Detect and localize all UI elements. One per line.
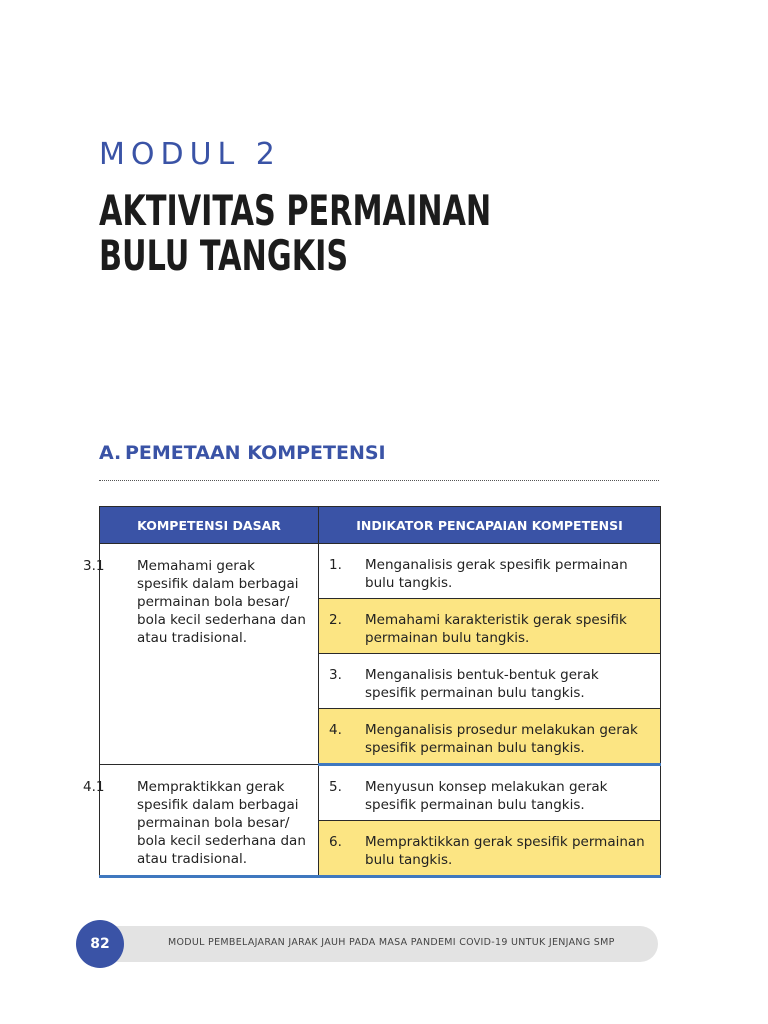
indicator-cell-6 bbox=[319, 821, 661, 877]
header-kompetensi-dasar: KOMPETENSI DASAR bbox=[100, 507, 319, 544]
indicator-cell-5 bbox=[319, 765, 661, 821]
indicator-cell-3 bbox=[319, 654, 661, 709]
indicator-text: Menganalisis gerak spesifik permainan bulu tangkis. bbox=[365, 557, 628, 591]
section-title: PEMETAAN KOMPETENSI bbox=[125, 442, 386, 464]
competency-table bbox=[83, 506, 661, 878]
indicator-number: 3. bbox=[329, 667, 342, 683]
kd-text: Mempraktikkan gerak spesifik dalam berbagai permainan bola besar/ bola kecil sederhana dan atau tradisional. bbox=[137, 779, 306, 867]
module-label: MODUL 2 bbox=[99, 137, 281, 172]
indicator-number: 4. bbox=[329, 722, 342, 738]
indicator-cell-2 bbox=[319, 599, 661, 654]
module-title bbox=[99, 188, 491, 278]
indicator-cell-4 bbox=[319, 709, 661, 765]
indicator-number: 1. bbox=[329, 557, 342, 573]
indicator-cell-1 bbox=[319, 544, 661, 599]
footer-text: MODUL PEMBELAJARAN JARAK JAUH PADA MASA PANDEMI COVID-19 UNTUK JENJANG SMP bbox=[168, 937, 615, 948]
kd-number: 4.1 bbox=[83, 779, 105, 795]
table-header-row bbox=[100, 507, 661, 544]
indicator-number: 6. bbox=[329, 834, 342, 850]
table-row bbox=[100, 765, 661, 821]
indicator-text: Menyusun konsep melakukan gerak spesifik permainan bulu tangkis. bbox=[365, 779, 608, 813]
kd-text: Memahami gerak spesifik dalam berbagai permainan bola besar/ bola kecil sederhana dan atau tradisional. bbox=[137, 558, 306, 646]
indicator-text: Memahami karakteristik gerak spesifik permainan bulu tangkis. bbox=[365, 612, 627, 646]
indicator-number: 5. bbox=[329, 779, 342, 795]
module-title-line-2: BULU TANGKIS bbox=[99, 231, 349, 280]
kd-number: 3.1 bbox=[83, 558, 105, 574]
section-heading bbox=[99, 441, 386, 465]
dotted-divider bbox=[99, 480, 659, 481]
page-number: 82 bbox=[76, 920, 124, 968]
indicator-number: 2. bbox=[329, 612, 342, 628]
indicator-text: Menganalisis bentuk-bentuk gerak spesifik permainan bulu tangkis. bbox=[365, 667, 599, 701]
indicator-text: Menganalisis prosedur melakukan gerak spesifik permainan bulu tangkis. bbox=[365, 722, 638, 756]
table-row bbox=[100, 544, 661, 599]
kd-cell-3-1 bbox=[83, 544, 319, 765]
module-title-line-1: AKTIVITAS PERMAINAN bbox=[99, 186, 492, 235]
indicator-text: Mempraktikkan gerak spesifik permainan bulu tangkis. bbox=[365, 834, 645, 868]
section-number: A. bbox=[99, 442, 122, 464]
kd-cell-4-1 bbox=[83, 765, 319, 877]
header-indikator: INDIKATOR PENCAPAIAN KOMPETENSI bbox=[319, 507, 661, 544]
